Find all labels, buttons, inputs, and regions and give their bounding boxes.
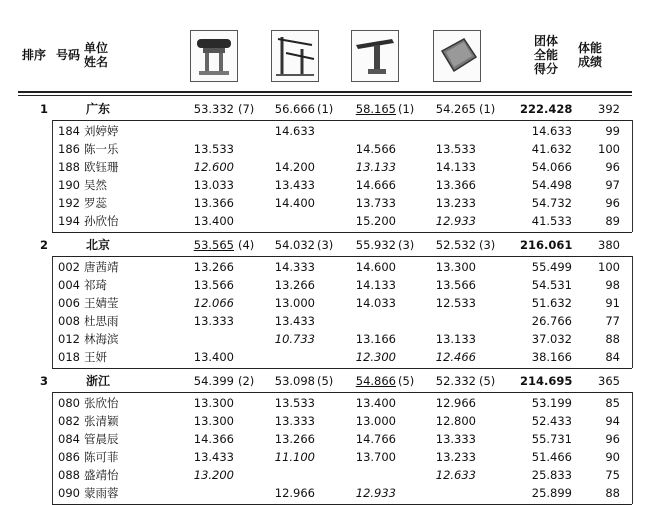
team-apparatus-place: (5) (317, 374, 334, 388)
athlete-apparatus-score: 12.933 (435, 214, 476, 228)
athlete-apparatus-score: 12.533 (435, 296, 476, 310)
team-block-bottom (52, 232, 632, 233)
athlete-name: 刘婷婷 (84, 124, 119, 138)
athlete-apparatus-score: 13.300 (435, 260, 476, 274)
team-row (0, 100, 650, 118)
athlete-total-score: 26.766 (531, 314, 572, 328)
athlete-apparatus-score: 10.733 (274, 332, 315, 346)
athlete-fitness-score: 96 (605, 160, 620, 174)
athlete-total-score: 51.466 (531, 450, 572, 464)
athlete-name: 王婧莹 (84, 296, 119, 310)
team-apparatus-place: (1) (479, 102, 496, 116)
team-apparatus-place: (5) (479, 374, 496, 388)
athlete-row (0, 466, 650, 484)
athlete-name: 陈一乐 (84, 142, 119, 156)
athlete-apparatus-score: 12.466 (435, 350, 476, 364)
athlete-apparatus-score: 13.133 (435, 332, 476, 346)
team-name: 广东 (86, 102, 111, 116)
athlete-number: 184 (58, 124, 80, 138)
athlete-apparatus-score: 13.533 (274, 396, 315, 410)
header-team-total-3: 得分 (534, 62, 559, 76)
athlete-number: 006 (58, 296, 80, 310)
athlete-apparatus-score: 12.966 (435, 396, 476, 410)
athlete-apparatus-score: 13.300 (193, 414, 234, 428)
team-apparatus-place: (3) (479, 238, 496, 252)
athlete-total-score: 25.833 (531, 468, 572, 482)
athlete-row (0, 158, 650, 176)
team-apparatus-score: 55.932 (355, 238, 396, 252)
team-apparatus-score: 56.666 (274, 102, 315, 116)
athlete-apparatus-score: 13.033 (193, 178, 234, 192)
athlete-apparatus-score: 13.433 (193, 450, 234, 464)
uneven-bars-icon (271, 30, 319, 82)
team-total-score: 214.695 (520, 374, 573, 388)
header-athlete-name: 姓名 (84, 55, 109, 69)
athlete-total-score: 38.166 (531, 350, 572, 364)
athlete-apparatus-score: 13.533 (435, 142, 476, 156)
athlete-total-score: 54.732 (531, 196, 572, 210)
athlete-apparatus-score: 13.700 (355, 450, 396, 464)
athlete-number: 088 (58, 468, 80, 482)
athlete-apparatus-score: 12.300 (355, 350, 396, 364)
team-divider (52, 120, 632, 121)
athlete-apparatus-score: 13.733 (355, 196, 396, 210)
athlete-number: 082 (58, 414, 80, 428)
athlete-apparatus-score: 14.033 (355, 296, 396, 310)
header-unit: 单位 (84, 41, 109, 55)
athlete-fitness-score: 91 (605, 296, 620, 310)
team-fitness-score: 392 (598, 102, 620, 116)
athlete-row (0, 484, 650, 502)
team-fitness-score: 380 (598, 238, 620, 252)
athlete-apparatus-score: 13.266 (193, 260, 234, 274)
athlete-number: 080 (58, 396, 80, 410)
athlete-row (0, 212, 650, 230)
team-apparatus-place: (5) (398, 374, 415, 388)
athlete-row (0, 258, 650, 276)
header-rank: 排序 (22, 48, 47, 62)
team-apparatus-score: 54.265 (435, 102, 476, 116)
team-rank: 3 (40, 374, 49, 388)
athlete-apparatus-score: 13.133 (355, 160, 396, 174)
team-apparatus-place: (3) (317, 238, 334, 252)
team-divider (52, 256, 632, 257)
athlete-row (0, 394, 650, 412)
team-apparatus-score: 52.332 (435, 374, 476, 388)
athlete-name: 盛靖怡 (84, 468, 119, 482)
team-rank: 1 (40, 102, 49, 116)
athlete-number: 012 (58, 332, 80, 346)
athlete-fitness-score: 88 (605, 332, 620, 346)
athlete-fitness-score: 94 (605, 414, 620, 428)
athlete-apparatus-score: 12.633 (435, 468, 476, 482)
team-apparatus-score: 54.866 (355, 374, 396, 388)
athlete-name: 祁琦 (84, 278, 107, 292)
athlete-apparatus-score: 13.566 (193, 278, 234, 292)
header-team-total-2: 全能 (534, 48, 559, 62)
athlete-name: 欧钰珊 (84, 160, 119, 174)
athlete-apparatus-score: 13.533 (193, 142, 234, 156)
athlete-number: 194 (58, 214, 80, 228)
athlete-total-score: 54.531 (531, 278, 572, 292)
team-apparatus-score: 58.165 (355, 102, 396, 116)
athlete-apparatus-score: 12.933 (355, 486, 396, 500)
team-apparatus-place: (3) (398, 238, 415, 252)
athlete-number: 018 (58, 350, 80, 364)
athlete-apparatus-score: 13.433 (274, 178, 315, 192)
athlete-apparatus-score: 13.233 (435, 196, 476, 210)
athlete-row (0, 412, 650, 430)
athlete-total-score: 54.066 (531, 160, 572, 174)
athlete-apparatus-score: 11.100 (274, 450, 315, 464)
athlete-total-score: 55.731 (531, 432, 572, 446)
athlete-row (0, 348, 650, 366)
athlete-apparatus-score: 14.333 (274, 260, 315, 274)
team-block-bottom (52, 368, 632, 369)
athlete-apparatus-score: 13.000 (274, 296, 315, 310)
team-apparatus-score: 53.565 (193, 238, 234, 252)
athlete-row (0, 312, 650, 330)
athlete-row (0, 448, 650, 466)
athlete-row (0, 294, 650, 312)
athlete-number: 004 (58, 278, 80, 292)
athlete-total-score: 54.498 (531, 178, 572, 192)
header-divider-thin (18, 95, 632, 96)
athlete-apparatus-score: 13.433 (274, 314, 315, 328)
athlete-apparatus-score: 13.233 (435, 450, 476, 464)
athlete-fitness-score: 90 (605, 450, 620, 464)
athlete-apparatus-score: 12.800 (435, 414, 476, 428)
athlete-row (0, 194, 650, 212)
athlete-apparatus-score: 13.266 (274, 278, 315, 292)
athlete-apparatus-score: 14.133 (435, 160, 476, 174)
team-row (0, 236, 650, 254)
team-apparatus-score: 52.532 (435, 238, 476, 252)
athlete-row (0, 176, 650, 194)
team-apparatus-score: 53.332 (193, 102, 234, 116)
athlete-total-score: 41.632 (531, 142, 572, 156)
athlete-total-score: 51.632 (531, 296, 572, 310)
athlete-total-score: 41.533 (531, 214, 572, 228)
athlete-apparatus-score: 13.400 (193, 350, 234, 364)
athlete-fitness-score: 85 (605, 396, 620, 410)
athlete-total-score: 37.032 (531, 332, 572, 346)
team-total-score: 222.428 (520, 102, 573, 116)
team-apparatus-place: (1) (317, 102, 334, 116)
header-fitness: 体能 (578, 41, 603, 55)
athlete-apparatus-score: 13.333 (435, 432, 476, 446)
team-apparatus-place: (2) (238, 374, 255, 388)
athlete-number: 090 (58, 486, 80, 500)
athlete-fitness-score: 84 (605, 350, 620, 364)
athlete-row (0, 276, 650, 294)
athlete-apparatus-score: 14.366 (193, 432, 234, 446)
athlete-apparatus-score: 13.266 (274, 432, 315, 446)
athlete-name: 罗蕊 (84, 196, 107, 210)
athlete-name: 孙欣怡 (84, 214, 119, 228)
team-total-score: 216.061 (520, 238, 573, 252)
athlete-apparatus-score: 15.200 (355, 214, 396, 228)
team-fitness-score: 365 (598, 374, 620, 388)
athlete-fitness-score: 89 (605, 214, 620, 228)
athlete-apparatus-score: 13.366 (193, 196, 234, 210)
athlete-number: 008 (58, 314, 80, 328)
athlete-total-score: 25.899 (531, 486, 572, 500)
athlete-total-score: 52.433 (531, 414, 572, 428)
athlete-total-score: 14.633 (531, 124, 572, 138)
team-name: 浙江 (86, 374, 111, 388)
athlete-row (0, 122, 650, 140)
athlete-number: 188 (58, 160, 80, 174)
athlete-apparatus-score: 14.666 (355, 178, 396, 192)
athlete-name: 张清颖 (84, 414, 119, 428)
athlete-apparatus-score: 13.366 (435, 178, 476, 192)
athlete-apparatus-score: 14.133 (355, 278, 396, 292)
team-apparatus-score: 54.399 (193, 374, 234, 388)
athlete-fitness-score: 98 (605, 278, 620, 292)
team-divider (52, 392, 632, 393)
athlete-fitness-score: 96 (605, 196, 620, 210)
athlete-name: 张欣怡 (84, 396, 119, 410)
athlete-apparatus-score: 14.200 (274, 160, 315, 174)
team-apparatus-place: (7) (238, 102, 255, 116)
athlete-number: 190 (58, 178, 80, 192)
athlete-name: 吴然 (84, 178, 107, 192)
athlete-total-score: 55.499 (531, 260, 572, 274)
athlete-fitness-score: 99 (605, 124, 620, 138)
athlete-apparatus-score: 13.333 (193, 314, 234, 328)
athlete-apparatus-score: 14.766 (355, 432, 396, 446)
header-fitness-2: 成绩 (578, 55, 603, 69)
athlete-number: 192 (58, 196, 80, 210)
floor-exercise-icon (433, 30, 481, 82)
athlete-row (0, 430, 650, 448)
athlete-number: 186 (58, 142, 80, 156)
athlete-name: 杜思雨 (84, 314, 119, 328)
athlete-apparatus-score: 13.200 (193, 468, 234, 482)
team-apparatus-score: 54.032 (274, 238, 315, 252)
athlete-total-score: 53.199 (531, 396, 572, 410)
athlete-name: 管晨辰 (84, 432, 119, 446)
header-number: 号码 (56, 48, 81, 62)
athlete-fitness-score: 96 (605, 432, 620, 446)
team-apparatus-place: (1) (398, 102, 415, 116)
athlete-name: 唐茜靖 (84, 260, 119, 274)
athlete-fitness-score: 100 (598, 142, 620, 156)
team-apparatus-score: 53.098 (274, 374, 315, 388)
athlete-apparatus-score: 14.400 (274, 196, 315, 210)
athlete-fitness-score: 97 (605, 178, 620, 192)
athlete-apparatus-score: 12.600 (193, 160, 234, 174)
athlete-number: 084 (58, 432, 80, 446)
athlete-fitness-score: 75 (605, 468, 620, 482)
team-name: 北京 (86, 238, 111, 252)
athlete-apparatus-score: 13.566 (435, 278, 476, 292)
team-apparatus-place: (4) (238, 238, 255, 252)
athlete-name: 王妍 (84, 350, 107, 364)
athlete-apparatus-score: 13.300 (193, 396, 234, 410)
athlete-fitness-score: 100 (598, 260, 620, 274)
athlete-row (0, 330, 650, 348)
athlete-apparatus-score: 14.633 (274, 124, 315, 138)
athlete-name: 蒙雨蓉 (84, 486, 119, 500)
athlete-apparatus-score: 13.333 (274, 414, 315, 428)
team-row (0, 372, 650, 390)
athlete-apparatus-score: 12.966 (274, 486, 315, 500)
athlete-apparatus-score: 13.166 (355, 332, 396, 346)
athlete-apparatus-score: 14.600 (355, 260, 396, 274)
athlete-fitness-score: 77 (605, 314, 620, 328)
athlete-apparatus-score: 13.400 (355, 396, 396, 410)
athlete-apparatus-score: 13.000 (355, 414, 396, 428)
athlete-name: 林海滨 (84, 332, 119, 346)
athlete-apparatus-score: 14.566 (355, 142, 396, 156)
team-rank: 2 (40, 238, 49, 252)
athlete-apparatus-score: 12.066 (193, 296, 234, 310)
header-divider (18, 91, 632, 93)
athlete-number: 002 (58, 260, 80, 274)
athlete-row (0, 140, 650, 158)
vault-icon (190, 30, 238, 82)
athlete-apparatus-score: 13.400 (193, 214, 234, 228)
header-team-total: 团体 (534, 34, 559, 48)
athlete-fitness-score: 88 (605, 486, 620, 500)
balance-beam-icon (351, 30, 399, 82)
athlete-name: 陈可菲 (84, 450, 119, 464)
athlete-number: 086 (58, 450, 80, 464)
